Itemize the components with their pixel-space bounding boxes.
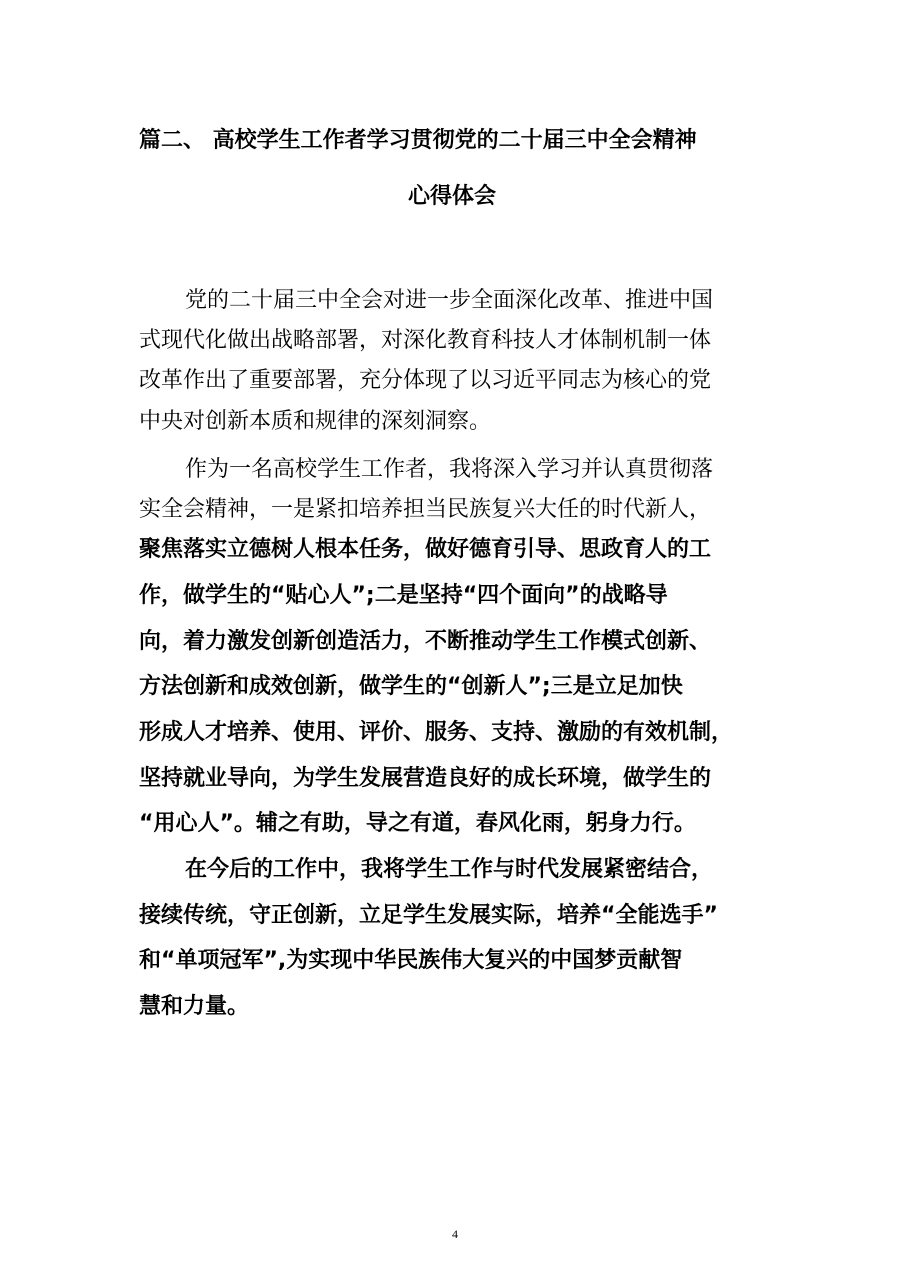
paragraph-line: 接续传统，守正创新，立足学生发展实际，培养“全能选手”: [139, 903, 718, 928]
paragraph-line: 慧和力量。: [139, 994, 250, 1019]
paragraph-line: 坚持就业导向，为学生发展营造良好的成长环境，做学生的: [139, 766, 712, 791]
paragraph-line: 党的二十届三中全会对进一步全面深化改革、推进中国: [185, 288, 714, 313]
paragraph-line: 式现代化做出战略部署，对深化教育科技人才体制机制一体: [139, 328, 712, 353]
paragraph-line: 和“单项冠军”,为实现中华民族伟大复兴的中国梦贡献智: [139, 948, 683, 973]
paragraph-line: 作为一名高校学生工作者，我将深入学习并认真贯彻落: [185, 457, 714, 482]
paragraph-line: 方法创新和成效创新，做学生的“创新人”;三是立足加快: [139, 674, 683, 699]
paragraph-line: 在今后的工作中，我将学生工作与时代发展紧密结合，: [185, 857, 714, 882]
paragraph-line: 中央对创新本质和规律的深刻洞察。: [139, 409, 492, 434]
paragraph-line: 作，做学生的“贴心人”;二是坚持“四个面向”的战略导: [139, 583, 668, 608]
paragraph-line: 向，着力激发创新创造活力，不断推动学生工作模式创新、: [139, 629, 712, 654]
paragraph-line: “用心人”。辅之有助，导之有道，春风化雨，躬身力行。: [139, 811, 696, 836]
page-number: 4: [452, 1227, 458, 1241]
paragraph-line: 实全会精神，一是紧扣培养担当民族复兴大任的时代新人，: [139, 497, 712, 522]
document-title-line-2: 心得体会: [408, 184, 497, 209]
paragraph-line: 聚焦落实立德树人根本任务，做好德育引导、思政育人的工: [139, 537, 712, 562]
paragraph-line: 改革作出了重要部署，充分体现了以习近平同志为核心的党: [139, 368, 712, 393]
paragraph-line: 形成人才培养、使用、评价、服务、支持、激励的有效机制，: [139, 720, 734, 745]
document-title-line-1: 篇二、 高校学生工作者学习贯彻党的二十届三中全会精神: [139, 128, 697, 153]
